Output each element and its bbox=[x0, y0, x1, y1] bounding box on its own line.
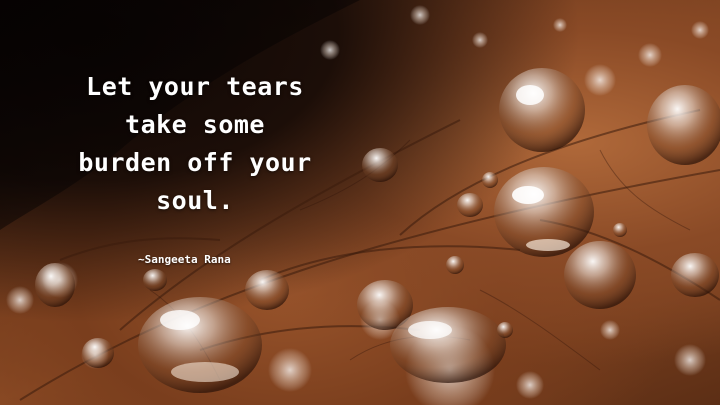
quote-author: ~Sangeeta Rana bbox=[138, 253, 231, 266]
quote-line-2: take some bbox=[125, 110, 265, 139]
quote-line-1: Let your tears bbox=[86, 72, 304, 101]
quote-line-3: burden off your bbox=[78, 148, 312, 177]
quote-text bbox=[30, 68, 360, 220]
quote-line-4: soul. bbox=[156, 186, 234, 215]
